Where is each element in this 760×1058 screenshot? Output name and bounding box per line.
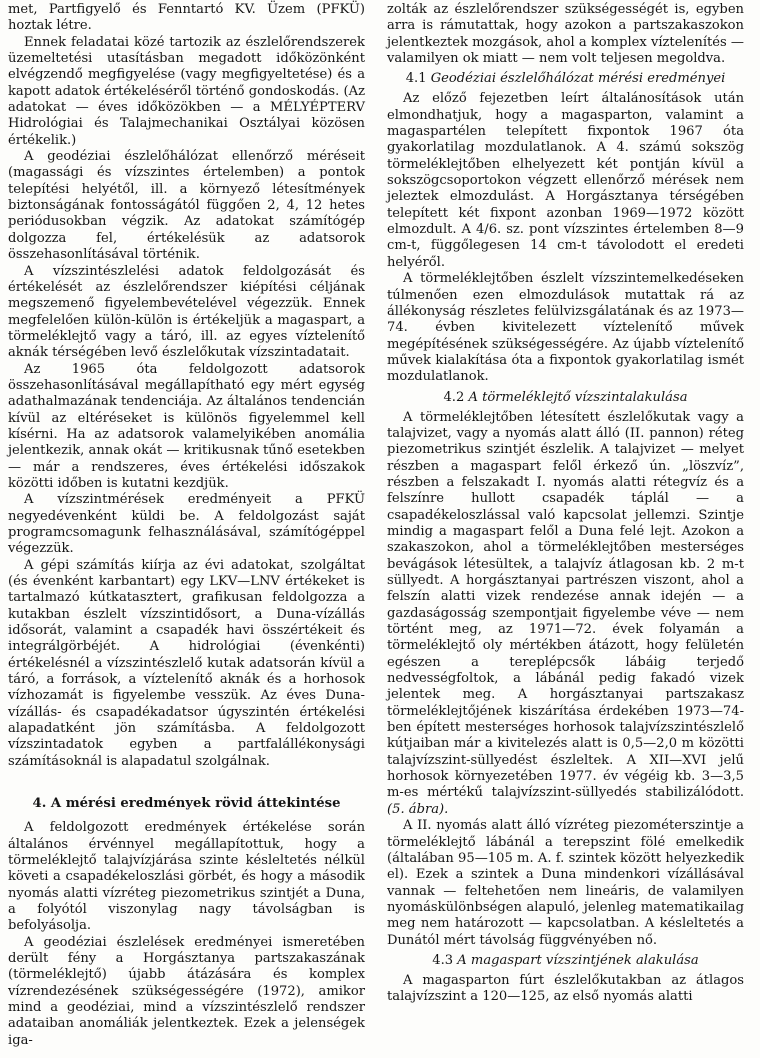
paragraph: zolták az észlelőrendszer szükségességét is, egyben arra is rámutattak, hogy azokon a partszakaszokon jelentkeztek mozgások, ahol a komplex víztelenítés — valamilyen ok miatt — nem volt teljesen megoldva. (387, 2, 744, 67)
subsection-heading-4-2 (387, 390, 744, 406)
figure-reference: (5. ábra). (387, 801, 449, 817)
subsection-heading-4-3 (387, 953, 744, 969)
subsection-number: 4.1 (405, 71, 427, 87)
subsection-number: 4.2 (443, 389, 465, 405)
paragraph: A vízszintmérések eredményeit a PFKÜ negyedévenként küldi be. A feldolgozást saját programcsomagunk felhasználásával, számítógéppel végezzük. (8, 492, 365, 557)
subsection-title: A törmeléklejtő vízszintalakulása (468, 389, 688, 405)
paragraph: A vízszintészlelési adatok feldolgozását és értékelését az észlelőrendszer kiépítési céljának megszemenő figyelembevételével végezzük. Ennek megfelelően külön-külön is értékeljük a magaspart, a törmeléklejtő vagy a táró, ill. az egyes víztelenítő aknák térségében levő észlelőkutak vízszintadatait. (8, 263, 365, 361)
paragraph: A gépi számítás kiírja az évi adatokat, szolgáltat (és évenként karbantart) egy LKV—LNV értékeket is tartalmazó kútkatasztert, grafikusan feldolgozza a kutakban észlelt vízszintidősort, a Duna-vízállás idősorát, valamint a csapadék havi összértékeit és integrálgörbéjét. A hidrológiai (évenkénti) értékelésnél a vízszintészlelő kutak adatsorán kívül a táró, a források, a víztelenítő aknák és a horhosok vízhozamát is figyelembe vesszük. Az éves Duna-vízállás- és csapadékadatsor úgyszintén értékelési alapadatként jön számításba. A feldolgozott vízszintadatok egyben a partfalállékonysági számításoknál is alapadatul szolgálnak. (8, 557, 365, 769)
right-column (387, 2, 744, 1058)
paragraph: Ennek feladatai közé tartozik az észlelőrendszerek üzemeltetési utasításban megadott időközönként elvégzendő megfigyelése (vagy megfigyeltetése) és a kapott adatok értékeléséről történő gondoskodás. (Az adatokat — éves időközökben — a MÉLYÉPTERV Hidrológiai és Talajmechanikai Osztályai közösen értékelik.) (8, 34, 365, 148)
paragraph: Az előző fejezetben leírt általánosítások után elmondhatjuk, hogy a magasparton, valamint a magaspartélen telepített fixpontok 1967 óta gyakorlatilag mozdulatlanok. A 4. számú sokszög törmeléklejtőben elhelyezett két pontján kívül a sokszögcsoportokon végzett ellenőrző mérések nem jeleztek elmozdulást. A Horgásztanya térségében telepített két fixpont azonban 1969—1972 között elmozdult. A 4/6. sz. pont vízszintes értelemben 8—9 cm-t, függőlegesen 14 cm-t távolodott el eredeti helyéről. (387, 91, 744, 270)
subsection-title: Geodéziai észlelőhálózat mérési eredményei (430, 71, 726, 87)
subsection-title: A magaspart vízszintjének alakulása (457, 952, 699, 968)
subsection-number: 4.3 (432, 952, 454, 968)
paragraph-text: A törmeléklejtőben létesített észlelőkutak vagy a talajvizet, vagy a nyomás alatt álló (II. pannon) réteg piezometrikus szintjét észlelik. A talajvizet — melyet részben a magaspart felől érkező ún. „löszvíz”, részben a felszakadt I. nyomás alatti rétegvíz és a felszínre hullott csapadék táplál — a csapadékeloszlással való kapcsolat jellemzi. Szintje mindig a magaspart felől a Duna felé lejt. Azokon a szakaszokon, ahol a törmeléklejtőben mesterséges bevágások létesültek, a talajvíz átlagosan kb. 2 m-t süllyedt. A horgásztanyai partrészen viszont, ahol a felszín alatti vizek rendezése annak idején — a gazdaságosság szempontjait figyelembe véve — nem történt meg, az 1971—72. évek folyamán a törmeléklejtő oly mértékben átázott, hogy felületén egészen a tereplépcsők lábáig terjedő nedvességfoltok, a lábánál pedig fakadó vizek jelentek meg. A horgásztanyai partszakasz törmeléklejtőjének kiszárítása érdekében 1973—74-ben épített mesterséges horhosok talajvízszintészlelő kútjaiban már a kivitelezés alatt is 0,5—2,0 m közötti talajvízszint-süllyedést észleltek. A XII—XVI jelű horhosok környezetében 1977. év végéig kb. 3—3,5 m-es mértékű talajvízszint-süllyedés stabilizálódott. (387, 409, 744, 801)
paragraph: A II. nyomás alatt álló vízréteg piezométerszintje a törmeléklejtő lábánál a terepszint fölé emelkedik (általában 95—105 m. A. f. szintek között helyezkedik el). Ezek a szintek a Duna mindenkori vízállásával vannak — feltehetően nem lineáris, de valamilyen nyomáskülönbségen alapuló, jelenleg matematikailag meg nem határozott — kapcsolatban. A késleltetés a Dunától mért távolság függvényében nő. (387, 818, 744, 948)
subsection-heading-4-1 (387, 71, 744, 87)
section-heading: 4. A mérési eredmények rövid áttekintése (32, 796, 341, 812)
paragraph: A geodéziai észlelőhálózat ellenőrző méréseit (magassági és vízszintes értelemben) a pontok telepítési helyétől, ill. a környező létesítmények biztonságának fontosságától függően 2, 4, 12 hetes periódusokban végzik. Az adatokat számítógép dolgozza fel, értékelésük az adatsorok összehasonlításával történik. (8, 149, 365, 263)
paragraph: A geodéziai észlelések eredményei ismeretében derült fény a Horgásztanya partszakaszának (törmeléklejtő) újabb átázására és komplex vízrendezésének szükségességére (1972), amikor mind a geodéziai, mind a vízszintészlelő rendszer adataiban anomáliák jelentkeztek. Ezek a jelenségek iga- (8, 934, 365, 1048)
paragraph: met, Partfigyelő és Fenntartó KV. Üzem (PFKÜ) hoztak létre. (8, 2, 365, 34)
paragraph: A törmeléklejtőben észlelt vízszintemelkedéseken túlmenően ezen elmozdulások mutattak rá az állékonyság részletes felülvizsgálatának és az 1973—74. évben kivitelezett víztelenítő művek megépítésének szükségességére. Az újabb víztelenítő művek kialakítása óta a fixpontok gyakorlatilag ismét mozdulatlanok. (387, 271, 744, 385)
paragraph: A magasparton fúrt észlelőkutakban az átlagos talajvízszint a 120—125, az első nyomás alatti (387, 972, 744, 1005)
left-column (8, 2, 365, 1058)
paragraph (387, 410, 744, 819)
paragraph: A feldolgozott eredmények értékelése során általános érvénnyel megállapítottuk, hogy a törmeléklejtő talajvízjárása szinte késleltetés nélkül követi a csapadékeloszlási görbét, és hogy a második nyomás alatti vízréteg piezometrikus szintjét a Duna, a folyótól viszonylag nagy távolságban is befolyásolja. (8, 820, 365, 934)
paragraph: Az 1965 óta feldolgozott adatsorok összehasonlításával megállapítható egy mért egység adathalmazának tendenciája. Az általános tendencián kívül az eltéréseket is különös figyelemmel kell kísérni. Ha az adatsorok valamelyikében anomália jelentkezik, annak okát — kritikusnak tűnő esetekben — már a rendszeres, éves értékelési időszakok közötti időben is kutatni kezdjük. (8, 361, 366, 491)
